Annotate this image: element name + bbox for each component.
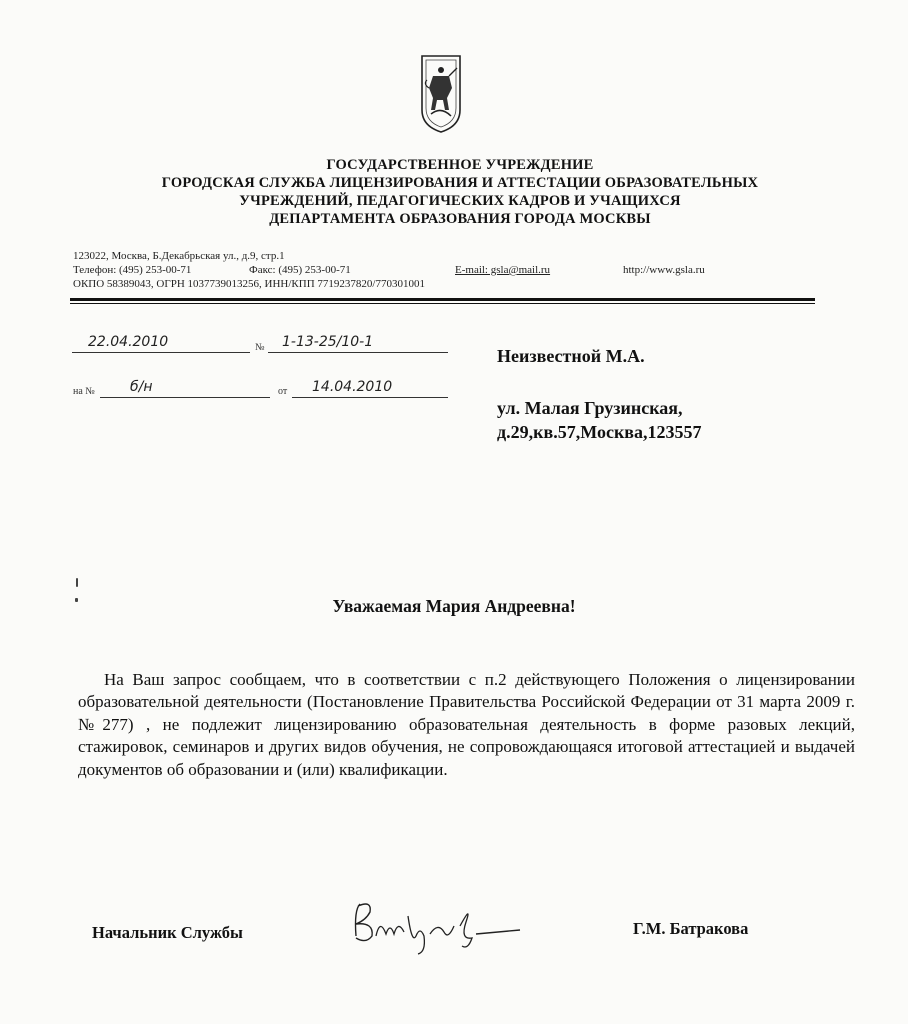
outgoing-date-line — [72, 352, 250, 353]
header-rule-thin — [70, 303, 815, 304]
registration-codes: ОКПО 58389043, ОГРН 1037739013256, ИНН/КПП 7719237820/770301001 — [73, 278, 425, 290]
recipient-address-line-2: д.29,кв.57,Москва,123557 — [497, 422, 702, 442]
greeting: Уважаемая Мария Андреевна! — [332, 596, 576, 616]
scan-mark — [76, 578, 78, 587]
email-address: E-mail: gsla@mail.ru — [455, 264, 551, 276]
header-rule-thick — [70, 298, 815, 301]
in-reply-label: на № — [73, 386, 95, 397]
website-url: http://www.gsla.ru — [623, 264, 705, 276]
phone-number: Телефон: (495) 253-00-71 — [73, 264, 192, 276]
signatory-title: Начальник Службы — [92, 923, 243, 942]
in-reply-date-line — [292, 397, 448, 398]
signatory-name: Г.М. Батракова — [633, 919, 749, 938]
in-reply-date: 14.04.2010 — [312, 379, 393, 395]
outgoing-number: 1-13-25/10-1 — [282, 334, 374, 350]
postal-address: 123022, Москва, Б.Декабрьская ул., д.9, стр.1 — [73, 250, 285, 262]
org-header-line-1: ГОСУДАРСТВЕННОЕ УЧРЕЖДЕНИЕ — [326, 157, 594, 173]
letter-body: На Ваш запрос сообщаем, что в соответствии с п.2 действующего Положения о лицензировании образовательной деятельности (Постановление Правительства Российской Федерации от 31 марта 2009 г. №277) , не подлежит лицензированию образовательная деятельность в форме разовых лекций, стажировок, семинаров и других видов обучения, не сопровождающаяся итоговой аттестацией и выдачей документов об образовании и (или) квалификации. — [78, 670, 855, 779]
fax-number: Факс: (495) 253-00-71 — [249, 264, 351, 276]
org-header-line-2: ГОРОДСКАЯ СЛУЖБА ЛИЦЕНЗИРОВАНИЯ И АТТЕСТАЦИИ ОБРАЗОВАТЕЛЬНЫХ — [161, 175, 759, 191]
recipient-address-line-1: ул. Малая Грузинская, — [497, 398, 683, 418]
number-label: № — [255, 342, 265, 353]
outgoing-number-line — [268, 352, 448, 353]
org-header-line-3: УЧРЕЖДЕНИЙ, ПЕДАГОГИЧЕСКИХ КАДРОВ И УЧАЩИХСЯ — [239, 193, 681, 209]
outgoing-date: 22.04.2010 — [88, 334, 169, 350]
org-header-line-4: ДЕПАРТАМЕНТА ОБРАЗОВАНИЯ ГОРОДА МОСКВЫ — [269, 211, 651, 227]
in-reply-number-line — [100, 397, 270, 398]
moscow-coat-of-arms-icon — [419, 54, 463, 134]
in-reply-number: б/н — [130, 379, 153, 395]
handwritten-signature — [350, 896, 530, 956]
recipient-name: Неизвестной М.А. — [497, 346, 645, 366]
from-label: от — [278, 386, 288, 397]
